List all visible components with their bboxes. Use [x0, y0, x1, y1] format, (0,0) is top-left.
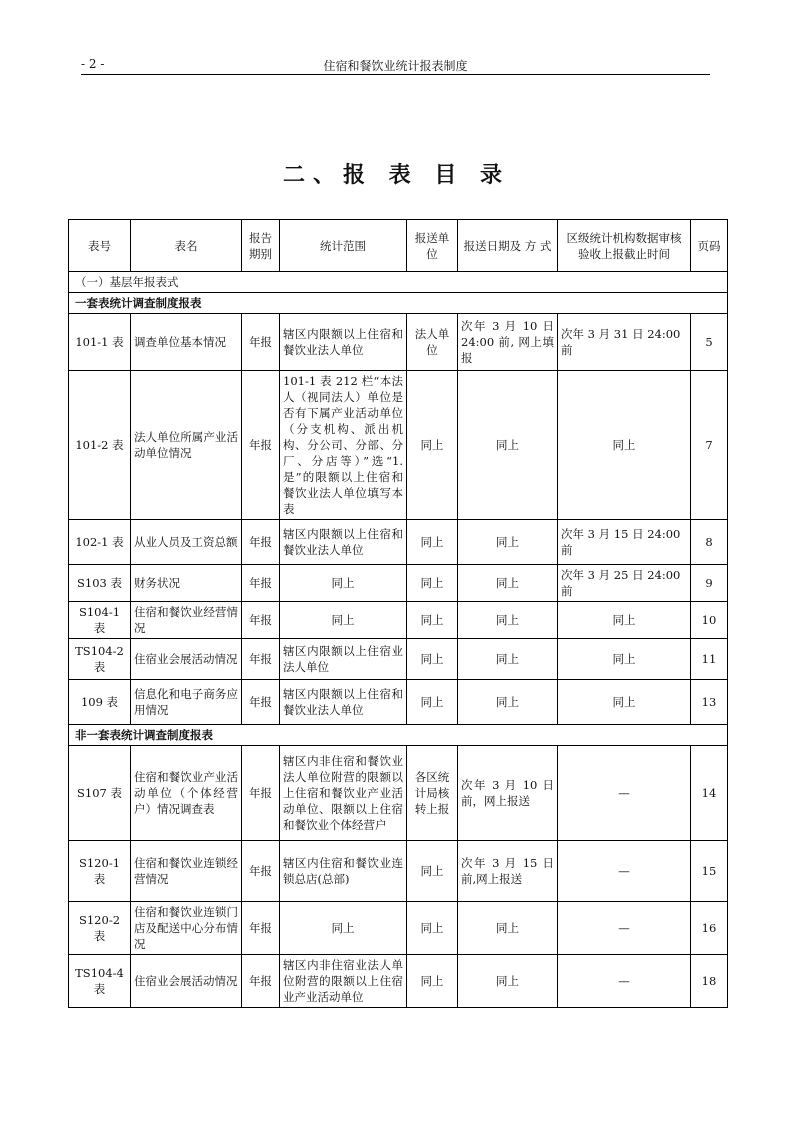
- cell-scope: 同上: [280, 602, 407, 639]
- cell-page: 14: [691, 746, 728, 841]
- group-row-label: 一套表统计调查制度报表: [69, 293, 728, 314]
- cell-date-method: 次年 3 月 10 日 24:00 前, 网上填报: [458, 314, 558, 371]
- cell-scope: 辖区内非住宿和餐饮业法人单位附营的限额以上住宿和餐饮业产业活动单位、限额以上住宿和餐饮业个体经营户: [280, 746, 407, 841]
- cell-date-method: 同上: [458, 565, 558, 602]
- cell-date-method: 同上: [458, 902, 558, 955]
- cell-date-method: 同上: [458, 639, 558, 680]
- page-number: - 2 -: [81, 57, 105, 71]
- cell-reporting-unit: 同上: [407, 841, 458, 902]
- cell-period: 年报: [242, 639, 280, 680]
- cell-form-name: 调查单位基本情况: [131, 314, 242, 371]
- cell-deadline: —: [558, 746, 691, 841]
- cell-deadline: 次年 3 月 25 日 24:00 前: [558, 565, 691, 602]
- cell-date-method: 同上: [458, 602, 558, 639]
- cell-deadline: —: [558, 902, 691, 955]
- cell-reporting-unit: 同上: [407, 680, 458, 725]
- page-title: 二、报 表 目 录: [283, 162, 510, 188]
- cell-page: 16: [691, 902, 728, 955]
- cell-reporting-unit: 各区统计局核转上报: [407, 746, 458, 841]
- table-row: [69, 955, 728, 1008]
- cell-reporting-unit: 法人单位: [407, 314, 458, 371]
- table-row: [69, 902, 728, 955]
- cell-scope: 101-1 表 212 栏“本法人（视同法人）单位是否有下属产业活动单位（分支机构、派出机构、分公司、分部、分厂、分店等）”选“1.是”的限额以上住宿和餐饮业法人单位填写本表: [280, 371, 407, 520]
- col-header-reporting-unit: 报送单位: [407, 220, 458, 272]
- table-header-row: [69, 220, 728, 272]
- group-row: [69, 293, 728, 314]
- table-row: [69, 602, 728, 639]
- cell-date-method: 同上: [458, 371, 558, 520]
- cell-reporting-unit: 同上: [407, 955, 458, 1008]
- col-header-period: 报告期别: [242, 220, 280, 272]
- cell-form-no: S104-1 表: [69, 602, 131, 639]
- cell-date-method: 次年 3 月 10 日前，网上报送: [458, 746, 558, 841]
- cell-form-name: 从业人员及工资总额: [131, 520, 242, 565]
- cell-date-method: 同上: [458, 680, 558, 725]
- cell-page: 11: [691, 639, 728, 680]
- section-row: [69, 272, 728, 293]
- report-catalog-table: [68, 219, 728, 1008]
- col-header-page: 页码: [691, 220, 728, 272]
- group-row-label: 非一套表统计调查制度报表: [69, 725, 728, 746]
- cell-form-name: 住宿和餐饮业产业活动单位（个体经营户）情况调查表: [131, 746, 242, 841]
- cell-period: 年报: [242, 680, 280, 725]
- cell-scope: 辖区内限额以上住宿和餐饮业法人单位: [280, 680, 407, 725]
- cell-page: 5: [691, 314, 728, 371]
- cell-period: 年报: [242, 841, 280, 902]
- cell-reporting-unit: 同上: [407, 520, 458, 565]
- cell-scope: 同上: [280, 565, 407, 602]
- cell-scope: 辖区内限额以上住宿和餐饮业法人单位: [280, 314, 407, 371]
- cell-period: 年报: [242, 371, 280, 520]
- cell-scope: 辖区内限额以上住宿和餐饮业法人单位: [280, 520, 407, 565]
- cell-period: 年报: [242, 602, 280, 639]
- table-row: [69, 314, 728, 371]
- cell-form-no: 109 表: [69, 680, 131, 725]
- cell-form-no: S103 表: [69, 565, 131, 602]
- table-row: [69, 841, 728, 902]
- cell-form-name: 信息化和电子商务应用情况: [131, 680, 242, 725]
- cell-page: 7: [691, 371, 728, 520]
- table-row: [69, 565, 728, 602]
- cell-period: 年报: [242, 314, 280, 371]
- cell-form-name: 财务状况: [131, 565, 242, 602]
- cell-form-name: 住宿业会展活动情况: [131, 955, 242, 1008]
- cell-form-no: 102-1 表: [69, 520, 131, 565]
- table-row: [69, 371, 728, 520]
- cell-period: 年报: [242, 902, 280, 955]
- cell-form-no: S120-1 表: [69, 841, 131, 902]
- cell-scope: 辖区内住宿和餐饮业连锁总店(总部): [280, 841, 407, 902]
- section-row-label: （一）基层年报表式: [69, 272, 728, 293]
- cell-date-method: 同上: [458, 520, 558, 565]
- cell-form-no: 101-2 表: [69, 371, 131, 520]
- cell-scope: 辖区内限额以上住宿业法人单位: [280, 639, 407, 680]
- cell-deadline: —: [558, 955, 691, 1008]
- cell-date-method: 次年 3 月 15 日前,网上报送: [458, 841, 558, 902]
- cell-form-no: 101-1 表: [69, 314, 131, 371]
- table-row: [69, 520, 728, 565]
- col-header-scope: 统计范围: [280, 220, 407, 272]
- group-row: [69, 725, 728, 746]
- col-header-deadline: 区级统计机构数据审核验收上报截止时间: [558, 220, 691, 272]
- table-row: [69, 639, 728, 680]
- table-row: [69, 746, 728, 841]
- cell-page: 10: [691, 602, 728, 639]
- cell-form-no: TS104-4 表: [69, 955, 131, 1008]
- cell-reporting-unit: 同上: [407, 639, 458, 680]
- col-header-date-method: 报送日期及 方 式: [458, 220, 558, 272]
- cell-period: 年报: [242, 565, 280, 602]
- cell-deadline: 次年 3 月 31 日 24:00 前: [558, 314, 691, 371]
- cell-reporting-unit: 同上: [407, 565, 458, 602]
- cell-period: 年报: [242, 746, 280, 841]
- cell-page: 13: [691, 680, 728, 725]
- cell-page: 9: [691, 565, 728, 602]
- cell-page: 18: [691, 955, 728, 1008]
- cell-form-name: 法人单位所属产业活动单位情况: [131, 371, 242, 520]
- col-header-form-no: 表号: [69, 220, 131, 272]
- cell-date-method: 同上: [458, 955, 558, 1008]
- cell-reporting-unit: 同上: [407, 902, 458, 955]
- cell-deadline: 同上: [558, 680, 691, 725]
- table-row: [69, 680, 728, 725]
- cell-reporting-unit: 同上: [407, 371, 458, 520]
- cell-deadline: 同上: [558, 639, 691, 680]
- cell-form-no: TS104-2 表: [69, 639, 131, 680]
- cell-page: 8: [691, 520, 728, 565]
- cell-form-name: 住宿和餐饮业连锁经营情况: [131, 841, 242, 902]
- cell-form-no: S120-2 表: [69, 902, 131, 955]
- cell-form-name: 住宿和餐饮业经营情况: [131, 602, 242, 639]
- cell-reporting-unit: 同上: [407, 602, 458, 639]
- cell-deadline: —: [558, 841, 691, 902]
- running-title: 住宿和餐饮业统计报表制度: [323, 59, 468, 73]
- cell-deadline: 同上: [558, 602, 691, 639]
- cell-page: 15: [691, 841, 728, 902]
- cell-deadline: 同上: [558, 371, 691, 520]
- cell-scope: 同上: [280, 902, 407, 955]
- cell-period: 年报: [242, 520, 280, 565]
- cell-scope: 辖区内非住宿业法人单位附营的限额以上住宿业产业活动单位: [280, 955, 407, 1008]
- cell-period: 年报: [242, 955, 280, 1008]
- page-header: [81, 56, 710, 75]
- cell-form-name: 住宿和餐饮业连锁门店及配送中心分布情况: [131, 902, 242, 955]
- cell-form-name: 住宿业会展活动情况: [131, 639, 242, 680]
- cell-deadline: 次年 3 月 15 日 24:00 前: [558, 520, 691, 565]
- cell-form-no: S107 表: [69, 746, 131, 841]
- col-header-form-name: 表名: [131, 220, 242, 272]
